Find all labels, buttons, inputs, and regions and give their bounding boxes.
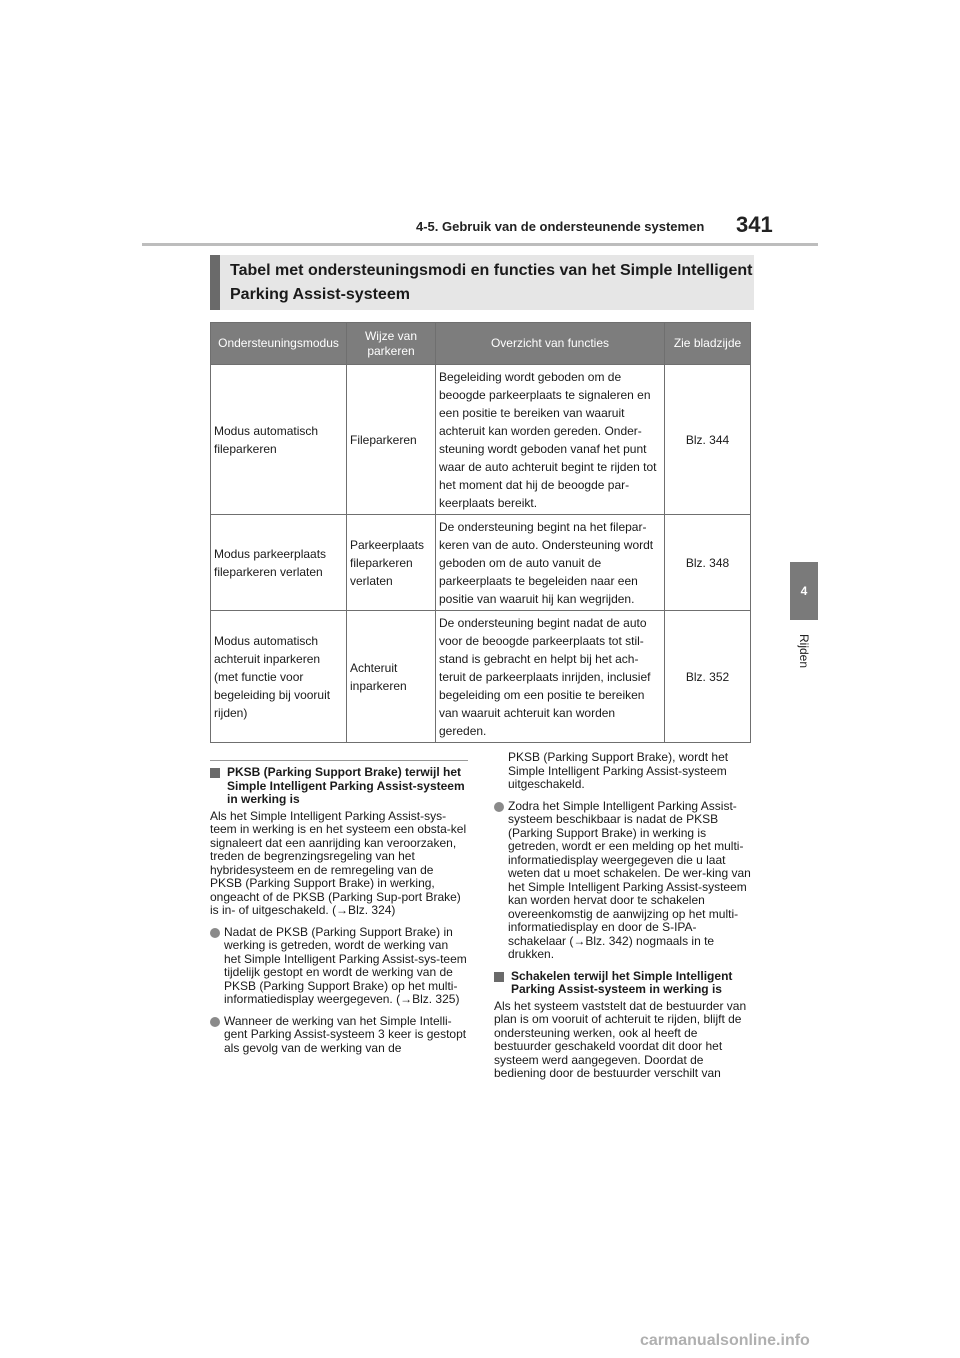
cell-mode: Modus automatisch fileparkeren: [211, 365, 347, 515]
cell-page-ref: Blz. 348: [665, 515, 751, 611]
square-bullet-icon: [494, 972, 504, 982]
round-bullet-icon: [210, 1017, 220, 1027]
bullet-item: [494, 800, 752, 962]
chapter-tab-label-text: Rijden: [797, 633, 811, 669]
table-row: [211, 365, 751, 515]
cell-overview: Begeleiding wordt geboden om de beoogde parkeerplaats te signaleren en een positie te bereiken van waaruit achteruit kan worden gereden. Onder-steuning wordt geboden vanaf het punt waar de auto achteruit begint te rijden tot het moment dat hij de beoogde par-keerplaats bereikt.: [436, 365, 665, 515]
table-row: [211, 611, 751, 743]
column-divider-rule: [210, 760, 468, 761]
table-header-row: [211, 323, 751, 365]
body-paragraph: Als het Simple Intelligent Parking Assist-sys-teem in werking is en het systeem een obsta-kel signaleert dat een aanrijding kan veroorzaken, treden de begrenzingsregeling van het hybridesysteem en de remregeling van de PKSB (Parking Support Brake) in werking, ongeacht of de PKSB (Parking Sup-port Brake) is in- of uitgeschakeld. (→Blz. 324): [210, 808, 467, 917]
left-text-column: [210, 766, 468, 1063]
table-row: [211, 515, 751, 611]
cell-parking: Fileparkeren: [347, 365, 436, 515]
cell-parking: Achteruit inparkeren: [347, 611, 436, 743]
col-header-overview: Overzicht van functies: [436, 323, 665, 365]
bullet-item: [210, 926, 468, 1007]
bullet-text: Nadat de PKSB (Parking Support Brake) in werking is getreden, wordt de werking van het Simple Intelligent Parking Assist-sys-teem tijdelijk gestopt en wordt de werking van de PKSB (Parking Support Brake) op het multi-informatiedisplay weergegeven. (→Blz. 325): [224, 924, 467, 1006]
right-text-column: [494, 751, 752, 1089]
col-header-page: Zie bladzijde: [665, 323, 751, 365]
subheading-text: Schakelen terwijl het Simple Intelligent Parking Assist-systeem in werking is: [511, 968, 733, 996]
cell-page-ref: Blz. 344: [665, 365, 751, 515]
cell-mode: Modus parkeerplaats fileparkeren verlaten: [211, 515, 347, 611]
watermark: carmanualsonline.info: [640, 1332, 810, 1349]
cell-overview: De ondersteuning begint na het filepar-keren van de auto. Ondersteuning wordt geboden om de auto vanuit de parkeerplaats te begeleiden naar een positie van waaruit hij kan wegrijden.: [436, 515, 665, 611]
cell-parking: Parkeerplaats fileparkeren verlaten: [347, 515, 436, 611]
bullet-item: [210, 1015, 468, 1056]
cell-page-ref: Blz. 352: [665, 611, 751, 743]
section-title-line-1: Tabel met ondersteuningsmodi en functies van het Simple Intelligent: [230, 262, 753, 279]
cell-overview: De ondersteuning begint nadat de auto voor de beoogde parkeerplaats tot stil-stand is gebracht en helpt bij het ach-teruit de parkeerplaats inrijden, inclusief begeleiding om een positie te bereiken van waaruit achteruit kan worden gereden.: [436, 611, 665, 743]
subheading-shifting: [494, 970, 752, 997]
subheading-text: PKSB (Parking Support Brake) terwijl het Simple Intelligent Parking Assist-systeem in werking is: [227, 765, 465, 806]
bullet-continuation: PKSB (Parking Support Brake), wordt het Simple Intelligent Parking Assist-systeem uitgeschakeld.: [508, 750, 729, 791]
section-title: [210, 255, 754, 310]
header-rule: [142, 243, 818, 246]
running-header: 4-5. Gebruik van de ondersteunende systemen: [416, 219, 705, 234]
round-bullet-icon: [494, 802, 504, 812]
chapter-tab-label: [790, 626, 818, 676]
round-bullet-icon: [210, 928, 220, 938]
bullet-text: Wanneer de werking van het Simple Intelli-gent Parking Assist-systeem 3 keer is gestopt als gevolg van de werking van de: [224, 1013, 467, 1055]
section-title-line-2: Parking Assist-systeem: [230, 286, 410, 303]
cell-mode: Modus automatisch achteruit inparkeren (met functie voor begeleiding bij vooruit rijden): [211, 611, 347, 743]
page-number: 341: [736, 212, 773, 237]
subheading-pksb: [210, 766, 468, 807]
square-bullet-icon: [210, 768, 220, 778]
support-modes-table: [210, 322, 751, 743]
body-paragraph: Als het systeem vaststelt dat de bestuurder van plan is om vooruit of achteruit te rijden, blijft de ondersteuning werken, ook al heeft de bestuurder geschakeld voordat dit door het systeem werd aangegeven. Doordat de bediening door de bestuurder verschilt van: [494, 998, 747, 1080]
bullet-text: Zodra het Simple Intelligent Parking Assist-systeem beschikbaar is nadat de PKSB (Parking Support Brake) in werking is getreden, wordt er een melding op het multi-informatiedisplay weergegeven die u laat weten dat u moet schakelen. De wer-king van het Simple Intelligent Parking Assist-systeem kan worden hervat door te schakelen overeenkomstig de aanwijzing op het multi-informatiedisplay en door de S-IPA-schakelaar (→Blz. 342) nogmaals in te drukken.: [508, 798, 751, 961]
col-header-parking: Wijze van parkeren: [347, 323, 436, 365]
chapter-tab-number: 4: [790, 562, 818, 620]
col-header-mode: Ondersteuningsmodus: [211, 323, 347, 365]
